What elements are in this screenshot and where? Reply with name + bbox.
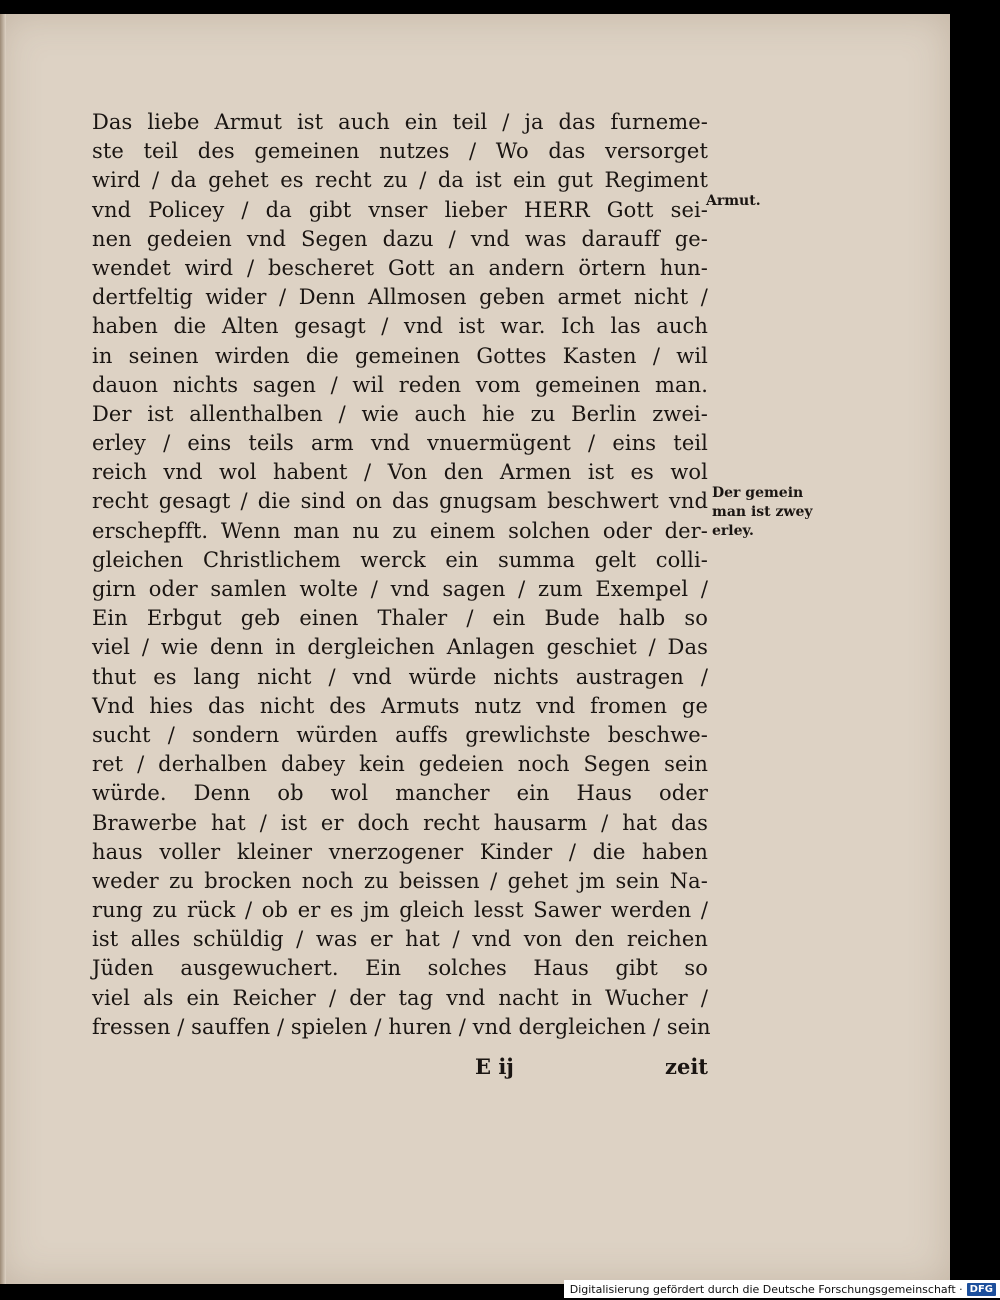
main-text-block xyxy=(92,108,711,1042)
signature-mark: E ij xyxy=(475,1054,514,1079)
text-line: Ein Erbgut geb einen Thaler / ein Bude halb so xyxy=(92,606,708,631)
digitization-footer xyxy=(564,1280,1000,1298)
text-line: wendet wird / bescheret Gott an andern örtern hun- xyxy=(92,255,708,280)
text-line: recht gesagt / die sind on das gnugsam beschwert vnd xyxy=(92,489,708,514)
marginal-note-line: Armut. xyxy=(706,193,761,209)
text-line: Jüden ausgewuchert. Ein solches Haus gibt so xyxy=(92,956,708,981)
text-line: rung zu rück / ob er es jm gleich lesst Sawer werden / xyxy=(92,898,708,923)
text-line: ste teil des gemeinen nutzes / Wo das versorget xyxy=(92,139,708,164)
marginal-note-line: erley. xyxy=(712,523,754,539)
footer-credit: Digitalisierung gefördert durch die Deutsche Forschungsgemeinschaft · xyxy=(569,1282,963,1296)
text-line: haben die Alten gesagt / vnd ist war. Ich las auch xyxy=(92,314,708,339)
text-line: girn oder samlen wolte / vnd sagen / zum Exempel / xyxy=(92,577,708,601)
text-line: fressen / sauffen / spielen / huren / vnd dergleichen / sein xyxy=(92,1014,711,1039)
text-line: thut es lang nicht / vnd würde nichts austragen / xyxy=(92,664,708,689)
text-line: nen gedeien vnd Segen dazu / vnd was darauff ge- xyxy=(92,226,708,251)
text-line: erley / eins teils arm vnd vnuermügent / eins teil xyxy=(92,431,708,456)
text-line: ist alles schüldig / was er hat / vnd von den reichen xyxy=(92,927,708,952)
dfg-logo-icon[interactable]: DFG xyxy=(967,1283,996,1296)
text-line: erschepfft. Wenn man nu zu einem solchen oder der- xyxy=(92,518,708,543)
text-line: wird / da gehet es recht zu / da ist ein gut Regiment xyxy=(92,168,708,193)
text-line: viel als ein Reicher / der tag vnd nacht in Wucher / xyxy=(92,985,708,1010)
text-line: dertfeltig wider / Denn Allmosen geben armet nicht / xyxy=(92,285,708,310)
text-line: viel / wie denn in dergleichen Anlagen geschiet / Das xyxy=(92,635,708,660)
text-line: würde. Denn ob wol mancher ein Haus oder xyxy=(92,781,708,806)
text-line: Vnd hies das nicht des Armuts nutz vnd fromen ge xyxy=(92,693,708,718)
text-line: haus voller kleiner vnerzogener Kinder / die haben xyxy=(92,839,708,864)
text-line: weder zu brocken noch zu beissen / gehet jm sein Na- xyxy=(92,868,708,893)
text-line: sucht / sondern würden auffs grewlichste beschwe- xyxy=(92,722,708,747)
text-line: vnd Policey / da gibt vnser lieber HERR Gott sei- xyxy=(92,197,708,222)
book-page xyxy=(0,14,950,1284)
text-line: ret / derhalben dabey kein gedeien noch Segen sein xyxy=(92,752,708,777)
text-line: Der ist allenthalben / wie auch hie zu Berlin zwei- xyxy=(92,401,708,426)
text-line: Brawerbe hat / ist er doch recht hausarm / hat das xyxy=(92,810,708,835)
text-line: reich vnd wol habent / Von den Armen ist es wol xyxy=(92,460,708,485)
catchword: zeit xyxy=(665,1054,708,1079)
marginal-note-line: man ist zwey xyxy=(712,504,813,520)
text-line: gleichen Christlichem werck ein summa gelt colli- xyxy=(92,547,708,572)
text-line: dauon nichts sagen / wil reden vom gemeinen man. xyxy=(92,372,708,397)
text-line: in seinen wirden die gemeinen Gottes Kasten / wil xyxy=(92,343,708,368)
marginal-note-armut xyxy=(706,192,761,211)
marginal-note-gemeiner-man xyxy=(712,484,813,541)
page-foot xyxy=(92,1054,708,1084)
text-line: Das liebe Armut ist auch ein teil / ja das furneme- xyxy=(92,110,708,134)
marginal-note-line: Der gemein xyxy=(712,485,804,501)
